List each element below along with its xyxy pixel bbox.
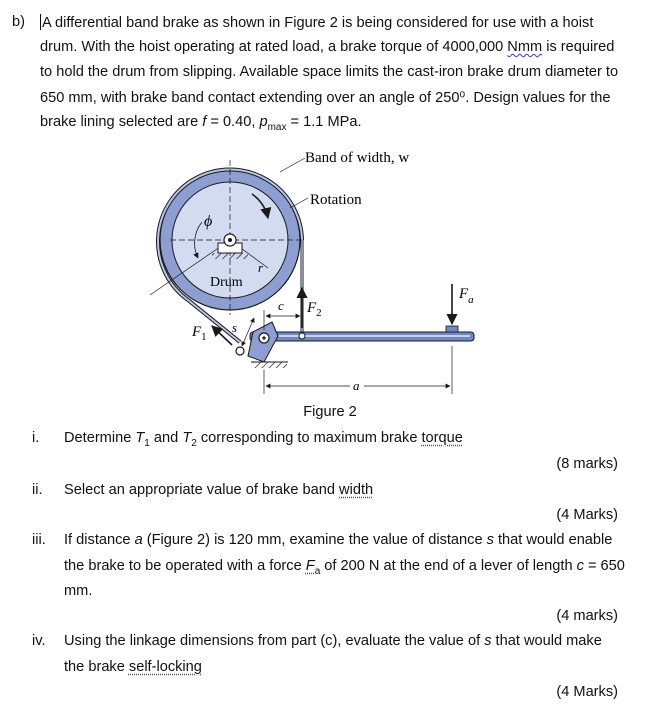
radius-label: r bbox=[258, 260, 264, 275]
intro-line-3: to hold the drum from slipping. Available space limits the cast-iron brake drum diameter to bbox=[40, 64, 619, 80]
symbol-max-sub: max bbox=[267, 121, 287, 133]
f1-label: $F_1$ bbox=[192, 324, 207, 343]
question-text-line-1: If distance a (Figure 2) is 120 mm, examine the value of distance s that would enable bbox=[64, 532, 613, 548]
question-text: Determine $T_1$ and $T_2$ corresponding to maximum brake torque bbox=[64, 430, 463, 449]
intro-line-2: drum. With the hoist operating at rated load, a brake torque of 4000,000 Nmm is required bbox=[40, 39, 615, 55]
question-number: ii. bbox=[32, 482, 43, 498]
a-label: a bbox=[353, 378, 360, 393]
unit-nmm: Nmm bbox=[507, 39, 543, 55]
question-text: Select an appropriate value of brake band width bbox=[64, 482, 374, 498]
question-number: iv. bbox=[32, 633, 46, 649]
question-label: b) bbox=[12, 14, 25, 30]
marks-ii: (4 Marks) bbox=[556, 507, 618, 523]
question-number: i. bbox=[32, 430, 40, 446]
c-label: c bbox=[278, 298, 284, 313]
text-cursor bbox=[40, 14, 41, 30]
symbol-f: f bbox=[202, 114, 207, 130]
intro-line-5: brake lining selected are f = 0.40, $p_{max} = 1.1$ MPa. bbox=[40, 114, 362, 133]
s-label: s bbox=[232, 320, 238, 335]
band-width-label: Band of width, w bbox=[305, 150, 410, 166]
marks-i: (8 marks) bbox=[556, 456, 618, 472]
rotation-label: Rotation bbox=[310, 192, 362, 208]
question-text-line-1: Using the linkage dimensions from part (c), evaluate the value of s that would make bbox=[64, 633, 602, 649]
marks-iii: (4 marks) bbox=[556, 608, 618, 624]
symbol-p: p bbox=[259, 114, 268, 130]
band-brake-figure bbox=[140, 150, 500, 400]
intro-line-4: 650 mm, with brake band contact extending over an angle of 250⁰. Design values for the bbox=[40, 90, 611, 106]
question-number: iii. bbox=[32, 532, 46, 548]
figure-caption: Figure 2 bbox=[303, 404, 357, 420]
phi-label: ϕ bbox=[204, 213, 213, 230]
fa-label: $F_a$ bbox=[459, 286, 474, 306]
marks-iv: (4 Marks) bbox=[556, 684, 618, 700]
intro-line-1: A differential band brake as shown in Figure 2 is being considered for use with a hoist bbox=[42, 15, 594, 31]
f2-label: $F_2$ bbox=[307, 300, 322, 319]
drum-label: Drum bbox=[210, 275, 243, 290]
